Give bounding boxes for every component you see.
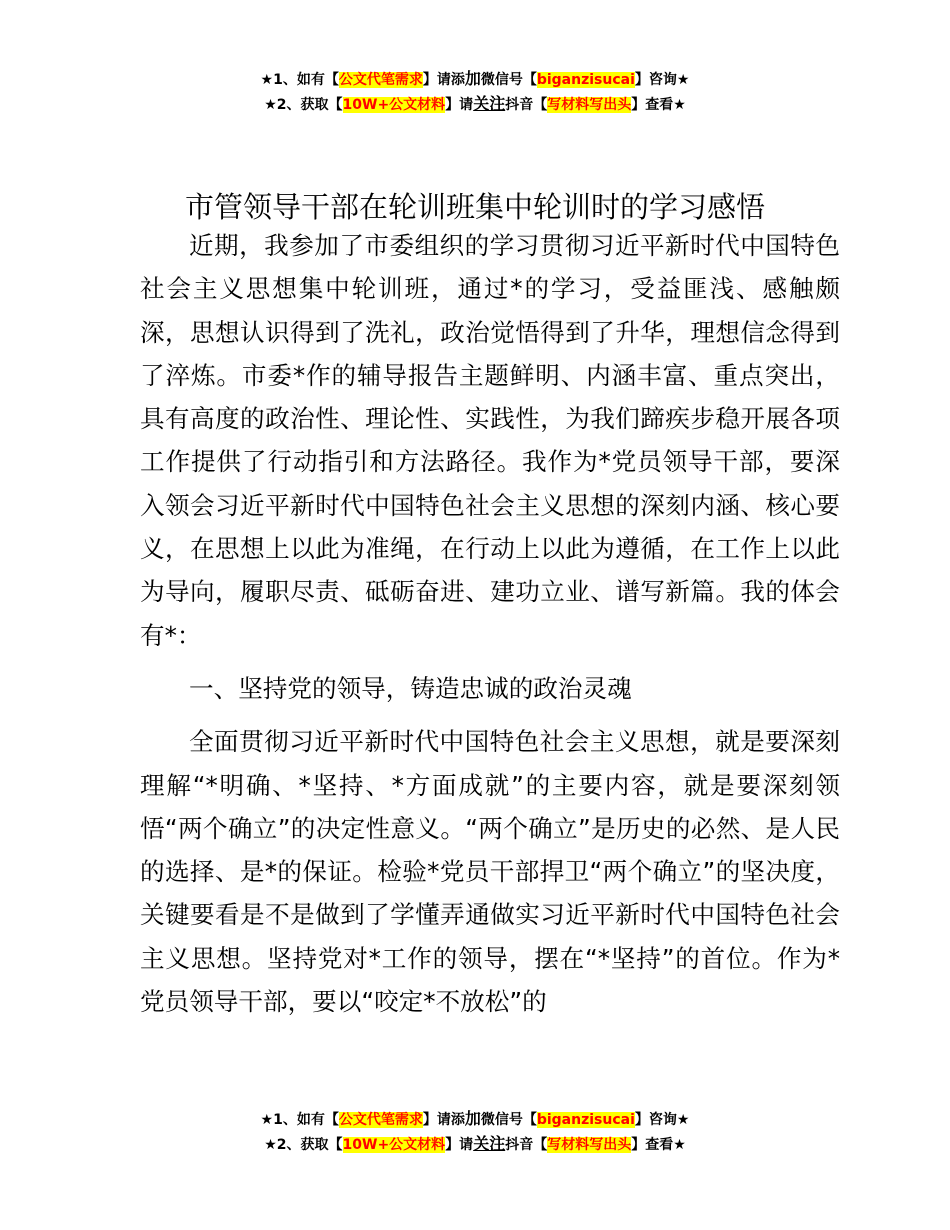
banner-text: 】请添 bbox=[422, 72, 465, 88]
document-body bbox=[140, 224, 840, 1023]
banner-line-1 bbox=[0, 67, 950, 92]
banner-text: 】请 bbox=[445, 97, 474, 113]
banner-text-underlined: 关注 bbox=[473, 1134, 506, 1153]
section-heading: 一、坚持党的领导，铸造忠诚的政治灵魂 bbox=[189, 673, 632, 703]
banner-text: 】查看★ bbox=[631, 1137, 686, 1153]
banner-text: 抖音【 bbox=[505, 97, 548, 113]
banner-text: 】查看★ bbox=[631, 97, 686, 113]
highlight-douyin: 写材料写出头 bbox=[547, 97, 632, 113]
banner-text: 抖音【 bbox=[505, 1137, 548, 1153]
header-banner bbox=[0, 67, 950, 117]
document-title: 市管领导干部在轮训班集中轮训时的学习感悟 bbox=[184, 190, 765, 225]
banner-text: 微信号【 bbox=[480, 1112, 537, 1128]
highlight-wechat-id: biganzisucai bbox=[536, 1112, 635, 1128]
highlight-wechat-id: biganzisucai bbox=[536, 72, 635, 88]
banner-text: 微信号【 bbox=[480, 72, 537, 88]
paragraph: 近期，我参加了市委组织的学习贯彻习近平新时代中国特色社会主义思想集中轮训班，通过*的学习，受益匪浅、感触颇深，思想认识得到了洗礼，政治觉悟得到了升华，理想信念得到了淬炼。市委*作的辅导报告主题鲜明、内涵丰富、重点突出，具有高度的政治性、理论性、实践性，为我们蹄疾步稳开展各项工作提供了行动指引和方法路径。我作为*党员领导干部，要深入领会习近平新时代中国特色社会主义思想的深刻内涵、核心要义，在思想上以此为准绳，在行动上以此为遵循，在工作上以此为导向，履职尽责、砥砺奋进、建功立业、谱写新篇。我的体会有*： bbox=[140, 231, 840, 650]
banner-text: 加 bbox=[464, 1109, 481, 1128]
footer-banner bbox=[0, 1107, 950, 1157]
banner-text: 】请添 bbox=[422, 1112, 465, 1128]
banner-line-1 bbox=[0, 1107, 950, 1132]
banner-text: ★1、如有【 bbox=[260, 72, 339, 88]
highlight-service: 公文代笔需求 bbox=[338, 72, 423, 88]
banner-text: 】请 bbox=[445, 1137, 474, 1153]
banner-line-2 bbox=[0, 1132, 950, 1157]
banner-text: 】咨询★ bbox=[634, 1112, 690, 1128]
banner-text: ★2、获取【 bbox=[264, 1137, 343, 1153]
highlight-douyin: 写材料写出头 bbox=[547, 1137, 632, 1153]
banner-text: ★2、获取【 bbox=[264, 97, 343, 113]
banner-text-underlined: 关注 bbox=[473, 94, 506, 113]
banner-text: ★1、如有【 bbox=[260, 1112, 339, 1128]
paragraph: 全面贯彻习近平新时代中国特色社会主义思想，就是要深刻理解“*明确、*坚持、*方面成就”的主要内容，就是要深刻领悟“两个确立”的决定性意义。“两个确立”是历史的必然、是人民的选择、是*的保证。检验*党员干部捍卫“两个确立”的坚决度，关键要看是不是做到了学懂弄通做实习近平新时代中国特色社会主义思想。坚持党对*工作的领导，摆在“*坚持”的首位。作为*党员领导干部，要以“咬定*不放松”的 bbox=[140, 727, 840, 1017]
banner-line-2 bbox=[0, 92, 950, 117]
highlight-materials: 10W+公文材料 bbox=[342, 97, 446, 113]
highlight-service: 公文代笔需求 bbox=[338, 1112, 423, 1128]
highlight-materials: 10W+公文材料 bbox=[342, 1137, 446, 1153]
banner-text: 加 bbox=[464, 69, 481, 88]
banner-text: 】咨询★ bbox=[634, 72, 690, 88]
